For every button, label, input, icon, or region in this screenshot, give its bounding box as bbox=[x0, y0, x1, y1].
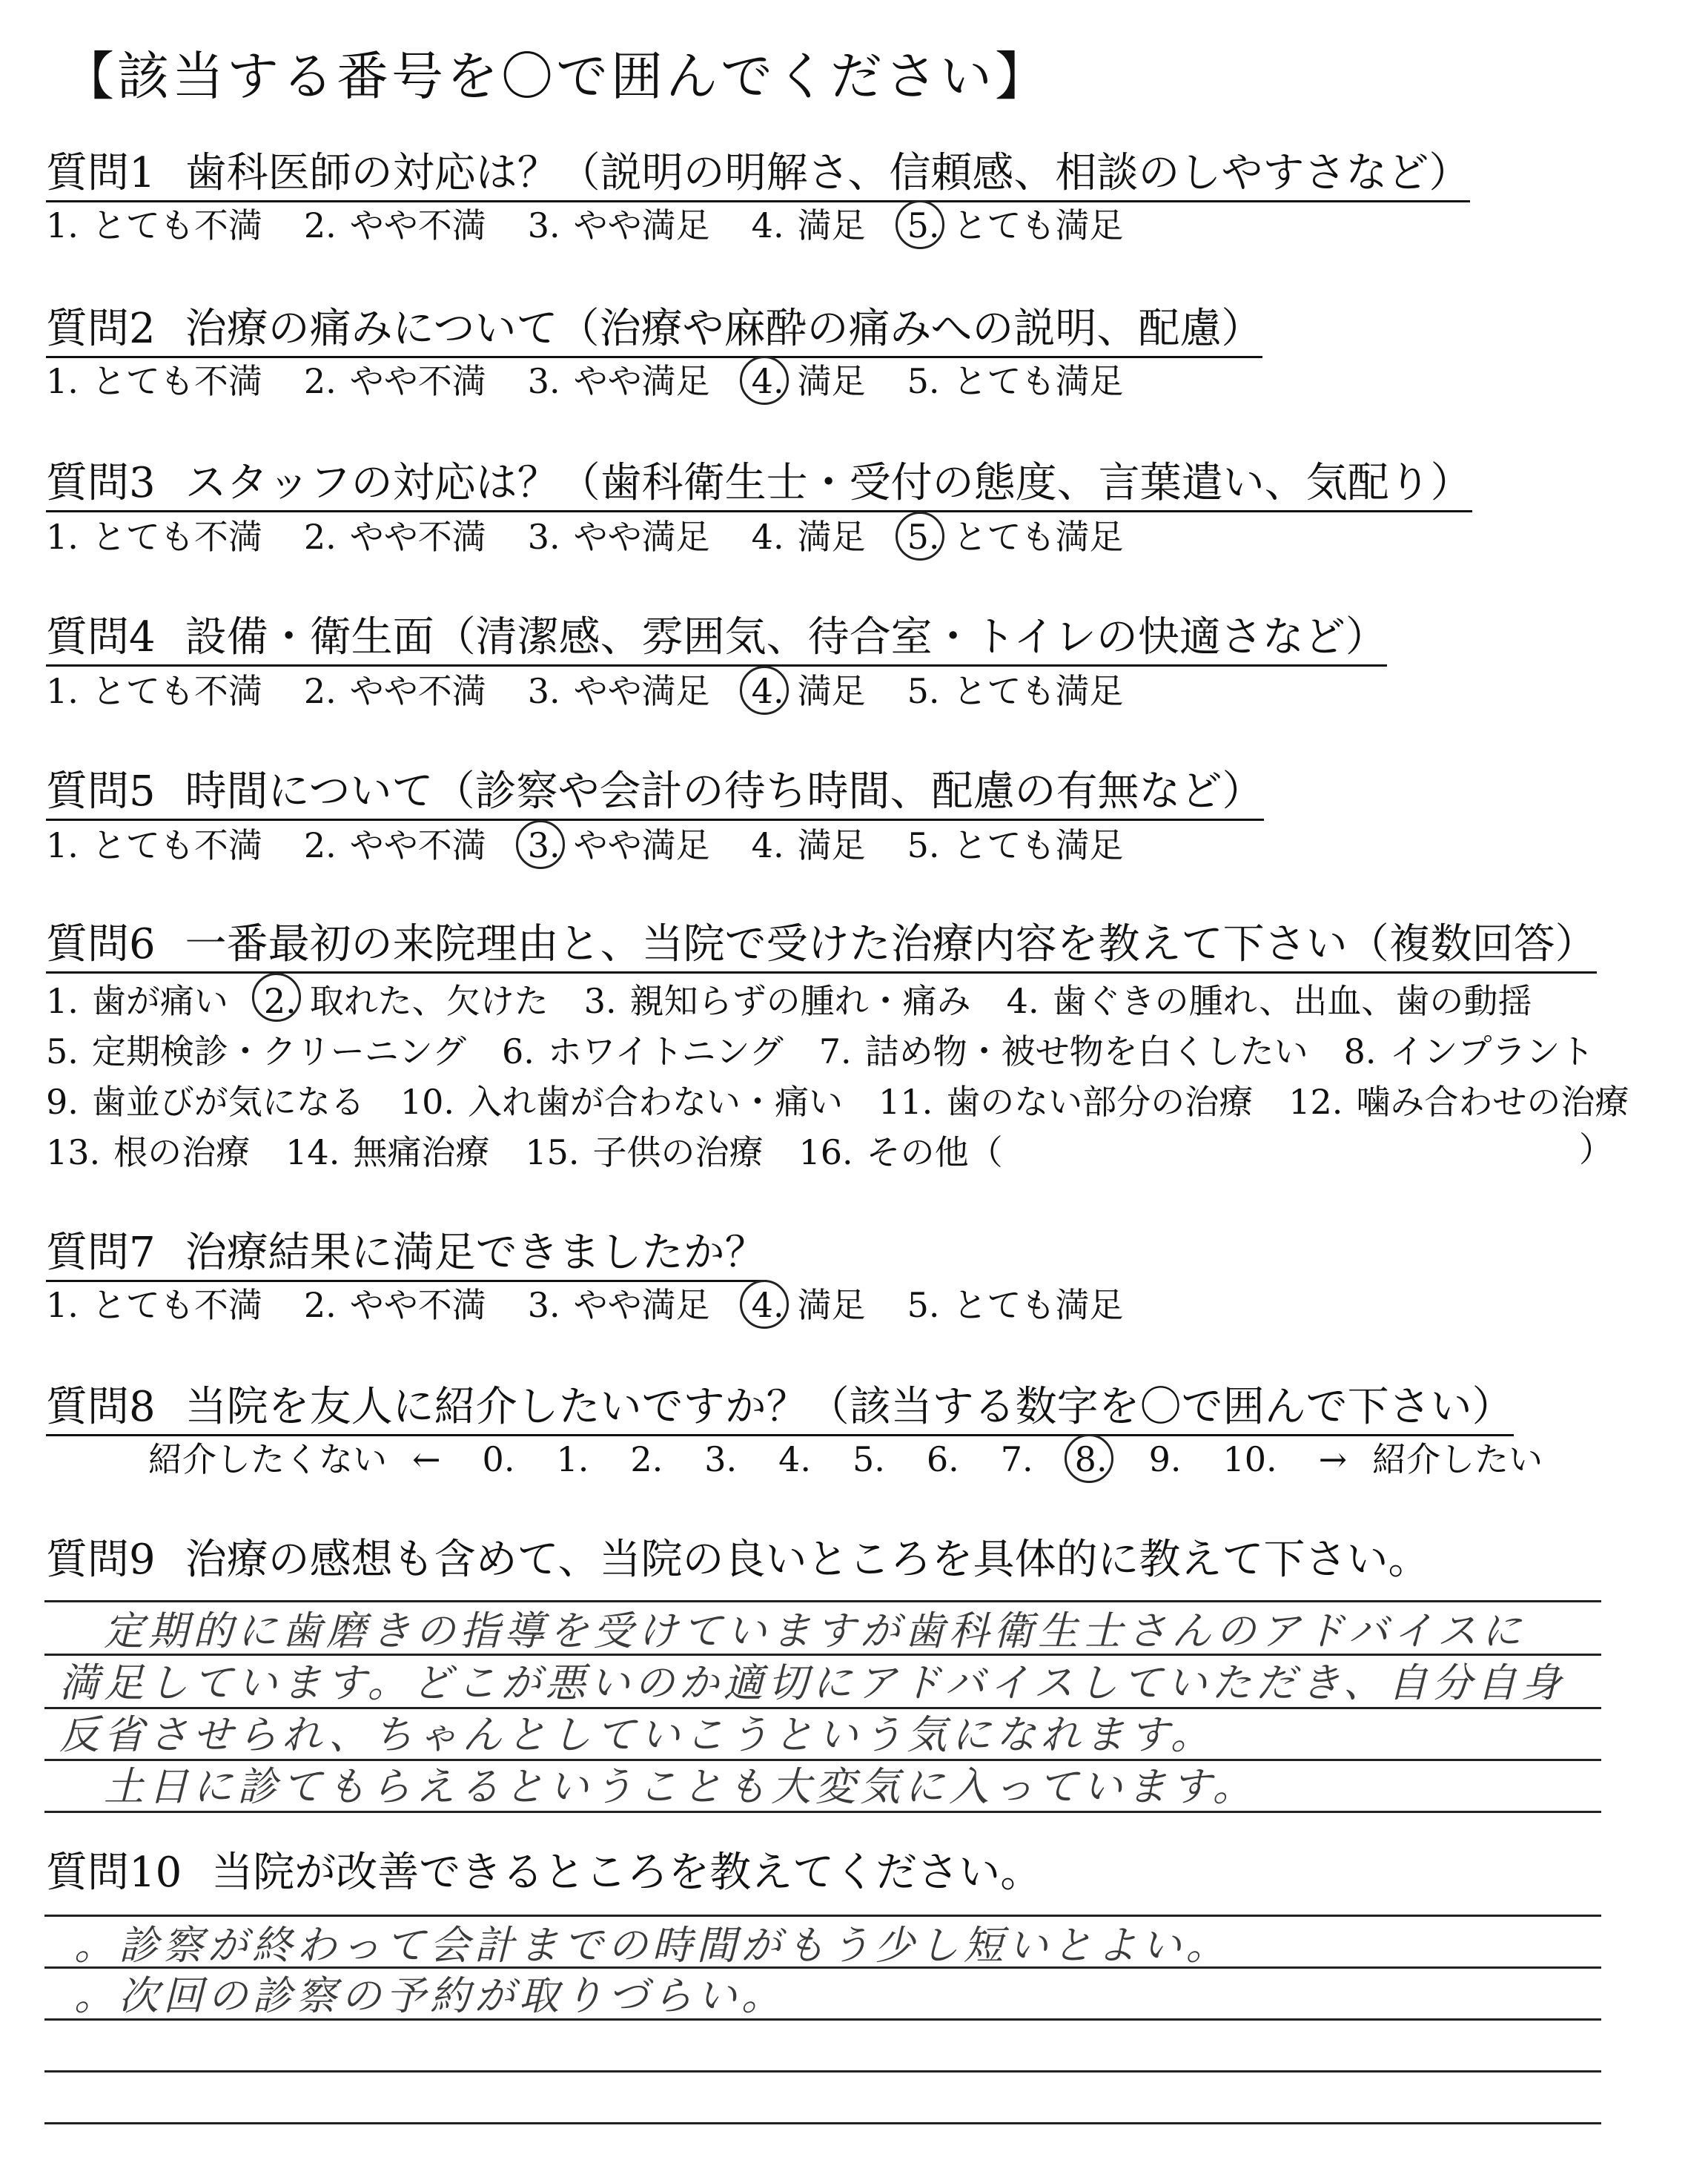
option-label: 満足 bbox=[797, 361, 866, 401]
scale-left-label: 紹介したくない bbox=[148, 1439, 387, 1479]
option-number: 8. bbox=[1343, 1031, 1377, 1071]
question-7-text: 治療結果に満足できましたか？ bbox=[185, 1229, 767, 1277]
q6-option-4[interactable] bbox=[1007, 976, 1532, 1026]
q6-option-1[interactable] bbox=[46, 976, 228, 1026]
option-label: 定期検診・クリーニング bbox=[91, 1031, 466, 1071]
answer-line bbox=[44, 1966, 1601, 1969]
q9-answer-line-1: 定期的に歯磨きの指導を受けていますが歯科衛生士さんのアドバイスに bbox=[104, 1608, 1526, 1654]
q2-option-4[interactable] bbox=[752, 359, 866, 403]
option-number: 1. bbox=[46, 981, 79, 1021]
option-label: やや不満 bbox=[349, 205, 486, 245]
instruction-header: 【該当する番号を〇で囲んでください】 bbox=[62, 46, 1050, 107]
option-label: やや満足 bbox=[573, 205, 710, 245]
q9-answer-line-4: 土日に診てもらえるということも大変気に入っています。 bbox=[104, 1763, 1257, 1810]
answer-line bbox=[44, 1915, 1601, 1917]
option-number: 16. bbox=[798, 1132, 853, 1172]
scale-numbers bbox=[483, 1437, 1319, 1482]
option-label: 満足 bbox=[797, 517, 866, 557]
option-number: 14. bbox=[285, 1132, 340, 1172]
q6-option-1[interactable] bbox=[46, 1127, 250, 1178]
scale-option-9[interactable]: 9. bbox=[1148, 1439, 1182, 1479]
option-label: とても満足 bbox=[953, 671, 1124, 711]
q6-option-1[interactable] bbox=[46, 1026, 466, 1077]
answer-line bbox=[44, 2070, 1601, 2073]
q3-option-4[interactable] bbox=[752, 515, 866, 559]
scale-option-0[interactable]: 0. bbox=[482, 1439, 515, 1479]
q6-option-1[interactable] bbox=[46, 1077, 365, 1127]
option-number: 13. bbox=[46, 1132, 101, 1172]
q1-option-2[interactable] bbox=[304, 203, 486, 248]
question-8-number: 質問8 bbox=[46, 1383, 156, 1431]
option-label: 詰め物・被せ物を白くしたい bbox=[864, 1031, 1308, 1071]
q7-option-2[interactable] bbox=[304, 1283, 486, 1327]
option-number: 1. bbox=[46, 825, 79, 865]
question-1-title bbox=[46, 148, 1470, 202]
option-number: 5. bbox=[907, 671, 940, 711]
option-number: 2. bbox=[303, 361, 337, 401]
option-number: 5. bbox=[907, 1285, 940, 1325]
option-label: やや満足 bbox=[573, 1285, 710, 1325]
answer-line bbox=[44, 2018, 1601, 2021]
q6-option-4[interactable] bbox=[1344, 1026, 1595, 1077]
q5-option-5[interactable] bbox=[907, 823, 1124, 868]
option-label: その他（ bbox=[866, 1132, 1003, 1172]
q9-answer-line-2: 満足しています。どこが悪いのか適切にアドバイスしていただき、自分自身 bbox=[59, 1659, 1566, 1706]
question-4-options bbox=[46, 669, 1165, 713]
answer-line bbox=[44, 1811, 1601, 1813]
question-9-number: 質問9 bbox=[46, 1536, 156, 1584]
option-label: とても満足 bbox=[953, 825, 1124, 865]
q1-option-5[interactable] bbox=[907, 203, 1124, 248]
right-arrow-icon: → bbox=[1318, 1439, 1348, 1479]
option-number: 12. bbox=[1288, 1082, 1343, 1122]
option-label: 根の治療 bbox=[113, 1132, 251, 1172]
answer-line bbox=[44, 1600, 1601, 1602]
question-8-text: 当院を友人に紹介したいですか？（該当する数字を〇で囲んで下さい） bbox=[185, 1383, 1514, 1431]
q3-option-5[interactable] bbox=[907, 515, 1124, 559]
option-label: やや満足 bbox=[573, 825, 710, 865]
option-number: 3. bbox=[527, 361, 560, 401]
question-5-options bbox=[46, 823, 1165, 868]
option-label: 噛み合わせの治療 bbox=[1356, 1082, 1629, 1122]
answer-line bbox=[44, 1654, 1601, 1656]
option-label: 歯が痛い bbox=[91, 981, 228, 1021]
option-number: 4. bbox=[1006, 981, 1039, 1021]
q3-option-3[interactable] bbox=[528, 515, 710, 559]
option-label: 歯のない部分の治療 bbox=[946, 1082, 1254, 1122]
question-6-row-2 bbox=[46, 1026, 1630, 1077]
question-7-number: 質問7 bbox=[46, 1229, 156, 1277]
scale-option-1[interactable]: 1. bbox=[556, 1439, 589, 1479]
q1-option-1[interactable] bbox=[46, 203, 262, 248]
q6-option-3[interactable] bbox=[584, 976, 971, 1026]
question-3-number: 質問3 bbox=[46, 459, 156, 507]
option-number: 1. bbox=[46, 671, 79, 711]
option-number: 3. bbox=[583, 981, 617, 1021]
option-number: 5. bbox=[907, 205, 940, 245]
question-9-title bbox=[46, 1535, 1430, 1587]
option-label: 満足 bbox=[797, 205, 866, 245]
question-10-title bbox=[46, 1848, 1042, 1900]
question-8-title bbox=[46, 1382, 1514, 1436]
option-number: 4. bbox=[751, 361, 784, 401]
question-3-text: スタッフの対応は？（歯科衛生士・受付の態度、言葉遣い、気配り） bbox=[185, 459, 1472, 507]
question-1-number: 質問1 bbox=[46, 149, 156, 197]
q5-option-3[interactable] bbox=[528, 823, 710, 868]
q4-option-4[interactable] bbox=[752, 669, 866, 713]
question-6-row-3 bbox=[46, 1077, 1664, 1127]
q3-option-1[interactable] bbox=[46, 515, 262, 559]
option-label: やや不満 bbox=[349, 1285, 486, 1325]
option-number: 2. bbox=[303, 1285, 337, 1325]
option-label: とても不満 bbox=[91, 205, 262, 245]
scale-option-2[interactable]: 2. bbox=[630, 1439, 663, 1479]
question-4-text: 設備・衛生面（清潔感、雰囲気、待合室・トイレの快適さなど） bbox=[185, 613, 1387, 661]
question-4-title bbox=[46, 612, 1387, 667]
option-label: インプラント bbox=[1389, 1031, 1595, 1071]
option-number: 2. bbox=[263, 981, 297, 1021]
option-label: 満足 bbox=[797, 671, 866, 711]
option-number: 11. bbox=[878, 1082, 933, 1122]
question-2-options bbox=[46, 359, 1165, 403]
question-2-title bbox=[46, 304, 1262, 358]
q10-answer-line-2: 。次回の診察の予約が取りづらい。 bbox=[74, 1972, 786, 2019]
question-2-number: 質問2 bbox=[46, 305, 156, 353]
option-label: 満足 bbox=[797, 825, 866, 865]
question-6-row-4 bbox=[46, 1127, 1039, 1178]
option-number: 4. bbox=[751, 825, 784, 865]
scale-option-10[interactable]: 10. bbox=[1222, 1439, 1277, 1479]
answer-line bbox=[44, 2122, 1601, 2124]
option-label: やや満足 bbox=[573, 671, 710, 711]
option-number: 2. bbox=[303, 205, 337, 245]
question-5-title bbox=[46, 767, 1264, 821]
q9-answer-line-3: 反省させられ、ちゃんとしていこうという気になれます。 bbox=[59, 1711, 1215, 1758]
question-7-title bbox=[46, 1228, 767, 1282]
option-label: 満足 bbox=[797, 1285, 866, 1325]
option-label: とても不満 bbox=[91, 361, 262, 401]
answer-line bbox=[44, 1707, 1601, 1709]
scale-right-label: 紹介したい bbox=[1372, 1439, 1543, 1479]
q4-option-1[interactable] bbox=[46, 669, 262, 713]
option-label: 歯ぐきの腫れ、出血、歯の動揺 bbox=[1052, 981, 1532, 1021]
question-7-options bbox=[46, 1283, 1165, 1327]
recommend-scale bbox=[148, 1437, 1543, 1482]
q2-option-3[interactable] bbox=[528, 359, 710, 403]
q7-option-3[interactable] bbox=[528, 1283, 710, 1327]
q6-option-3[interactable] bbox=[878, 1077, 1253, 1127]
q6-option-2[interactable] bbox=[502, 1026, 784, 1077]
option-label: 取れた、欠けた bbox=[309, 981, 549, 1021]
scale-option-6[interactable]: 6. bbox=[926, 1439, 959, 1479]
option-number: 3. bbox=[527, 1285, 560, 1325]
q5-option-2[interactable] bbox=[304, 823, 486, 868]
q4-option-3[interactable] bbox=[528, 669, 710, 713]
q6-option-2[interactable] bbox=[264, 976, 549, 1026]
other-close-paren: ） bbox=[1579, 1129, 1613, 1169]
option-label: やや不満 bbox=[349, 671, 486, 711]
q6-option-3[interactable] bbox=[819, 1026, 1308, 1077]
option-number: 1. bbox=[46, 205, 79, 245]
answer-line bbox=[44, 1759, 1601, 1761]
q6-option-2[interactable] bbox=[285, 1127, 489, 1178]
q6-option-3[interactable] bbox=[525, 1127, 763, 1178]
q6-option-4[interactable] bbox=[798, 1127, 1002, 1178]
question-4-number: 質問4 bbox=[46, 613, 156, 661]
question-3-title bbox=[46, 458, 1472, 512]
option-number: 5. bbox=[907, 517, 940, 557]
question-6-row-1 bbox=[46, 976, 1567, 1026]
option-label: 親知らずの腫れ・痛み bbox=[629, 981, 971, 1021]
option-number: 2. bbox=[303, 825, 337, 865]
option-label: やや満足 bbox=[573, 517, 710, 557]
option-label: とても不満 bbox=[91, 825, 262, 865]
option-label: とても満足 bbox=[953, 361, 1124, 401]
option-number: 5. bbox=[907, 825, 940, 865]
scale-option-7[interactable]: 7. bbox=[1000, 1439, 1033, 1479]
option-number: 10. bbox=[400, 1082, 455, 1122]
option-number: 4. bbox=[751, 517, 784, 557]
option-label: とても満足 bbox=[953, 1285, 1124, 1325]
q7-option-5[interactable] bbox=[907, 1283, 1124, 1327]
q4-option-5[interactable] bbox=[907, 669, 1124, 713]
question-5-number: 質問5 bbox=[46, 767, 156, 816]
q7-option-1[interactable] bbox=[46, 1283, 262, 1327]
option-number: 15. bbox=[525, 1132, 580, 1172]
option-label: 入れ歯が合わない・痛い bbox=[468, 1082, 844, 1122]
option-label: とても不満 bbox=[91, 671, 262, 711]
q10-answer-line-1: 。診察が終わって会計までの時間がもう少し短いとよい。 bbox=[74, 1922, 1231, 1969]
q1-option-4[interactable] bbox=[752, 203, 866, 248]
q7-option-4[interactable] bbox=[752, 1283, 866, 1327]
q1-option-3[interactable] bbox=[528, 203, 710, 248]
question-6-number: 質問6 bbox=[46, 920, 156, 968]
option-label: 歯並びが気になる bbox=[91, 1082, 365, 1122]
option-label: やや不満 bbox=[349, 825, 486, 865]
option-label: とても満足 bbox=[953, 205, 1124, 245]
question-6-title bbox=[46, 919, 1597, 974]
question-2-text: 治療の痛みについて（治療や麻酔の痛みへの説明、配慮） bbox=[185, 305, 1263, 353]
q3-option-2[interactable] bbox=[304, 515, 486, 559]
option-number: 4. bbox=[751, 671, 784, 711]
question-5-text: 時間について（診察や会計の待ち時間、配慮の有無など） bbox=[185, 767, 1264, 816]
option-label: やや不満 bbox=[349, 517, 486, 557]
option-number: 1. bbox=[46, 1285, 79, 1325]
option-number: 3. bbox=[527, 671, 560, 711]
question-9-text: 治療の感想も含めて、当院の良いところを具体的に教えて下さい。 bbox=[185, 1536, 1430, 1584]
scale-option-8[interactable]: 8. bbox=[1075, 1437, 1108, 1482]
q5-option-1[interactable] bbox=[46, 823, 262, 868]
option-label: 子供の治療 bbox=[592, 1132, 764, 1172]
option-number: 7. bbox=[818, 1031, 852, 1071]
option-label: 無痛治療 bbox=[353, 1132, 490, 1172]
option-number: 5. bbox=[907, 361, 940, 401]
question-10-text: 当院が改善できるところを教えてください。 bbox=[211, 1849, 1042, 1897]
option-number: 2. bbox=[303, 671, 337, 711]
option-label: とても満足 bbox=[953, 517, 1124, 557]
scale-option-4[interactable]: 4. bbox=[778, 1439, 811, 1479]
option-number: 3. bbox=[527, 517, 560, 557]
option-number: 1. bbox=[46, 517, 79, 557]
q2-option-1[interactable] bbox=[46, 359, 262, 403]
option-number: 4. bbox=[751, 1285, 784, 1325]
q2-option-5[interactable] bbox=[907, 359, 1124, 403]
scale-option-5[interactable]: 5. bbox=[853, 1439, 885, 1479]
left-arrow-icon: ← bbox=[412, 1439, 441, 1479]
option-number: 9. bbox=[46, 1082, 79, 1122]
q2-option-2[interactable] bbox=[304, 359, 486, 403]
q4-option-2[interactable] bbox=[304, 669, 486, 713]
question-6-text: 一番最初の来院理由と、当院で受けた治療内容を教えて下さい（複数回答） bbox=[185, 920, 1597, 968]
option-label: やや不満 bbox=[349, 361, 486, 401]
option-number: 3. bbox=[527, 205, 560, 245]
question-3-options bbox=[46, 515, 1165, 559]
question-1-text: 歯科医師の対応は？（説明の明解さ、信頼感、相談のしやすさなど） bbox=[185, 149, 1471, 197]
q5-option-4[interactable] bbox=[752, 823, 866, 868]
option-number: 3. bbox=[527, 825, 560, 865]
option-number: 5. bbox=[46, 1031, 79, 1071]
option-label: ホワイトニング bbox=[547, 1031, 784, 1071]
question-1-options bbox=[46, 203, 1165, 248]
option-number: 6. bbox=[501, 1031, 534, 1071]
q6-option-4[interactable] bbox=[1288, 1077, 1629, 1127]
option-label: とても不満 bbox=[91, 517, 262, 557]
question-10-number: 質問10 bbox=[46, 1849, 182, 1897]
option-number: 4. bbox=[751, 205, 784, 245]
q6-option-2[interactable] bbox=[400, 1077, 843, 1127]
option-number: 1. bbox=[46, 361, 79, 401]
option-label: とても不満 bbox=[91, 1285, 262, 1325]
scale-option-3[interactable]: 3. bbox=[704, 1439, 738, 1479]
option-number: 2. bbox=[303, 517, 337, 557]
option-label: やや満足 bbox=[573, 361, 710, 401]
